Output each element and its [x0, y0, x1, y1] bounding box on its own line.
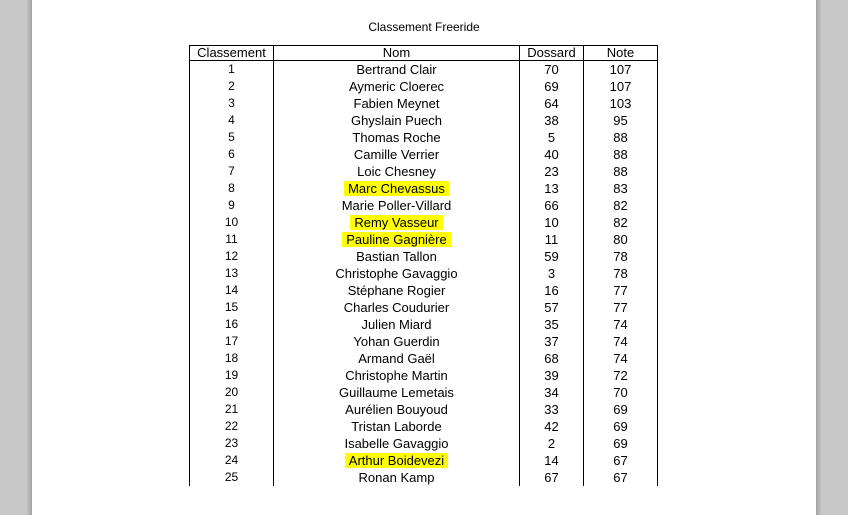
- table-row: [190, 163, 658, 180]
- cell-bib: 69: [520, 78, 584, 95]
- name-text: Yohan Guerdin: [353, 334, 440, 349]
- cell-score: 67: [584, 452, 658, 469]
- cell-rank: 2: [190, 78, 274, 95]
- cell-name: [274, 197, 520, 214]
- cell-score: 74: [584, 350, 658, 367]
- cell-name: [274, 163, 520, 180]
- name-text: Ghyslain Puech: [350, 113, 443, 128]
- cell-bib: 5: [520, 129, 584, 146]
- cell-bib: 66: [520, 197, 584, 214]
- cell-rank: 18: [190, 350, 274, 367]
- cell-score: 74: [584, 333, 658, 350]
- table-row: [190, 469, 658, 486]
- cell-name: [274, 282, 520, 299]
- column-header-classement: Classement: [190, 46, 274, 61]
- name-text: Armand Gaël: [358, 351, 435, 366]
- table-row: [190, 435, 658, 452]
- cell-name: [274, 299, 520, 316]
- cell-name: [274, 333, 520, 350]
- cell-score: 83: [584, 180, 658, 197]
- cell-name: [274, 95, 520, 112]
- cell-rank: 3: [190, 95, 274, 112]
- cell-score: 77: [584, 282, 658, 299]
- cell-bib: 64: [520, 95, 584, 112]
- cell-bib: 2: [520, 435, 584, 452]
- cell-bib: 57: [520, 299, 584, 316]
- cell-name: [274, 214, 520, 231]
- table-row: [190, 112, 658, 129]
- cell-score: 82: [584, 197, 658, 214]
- cell-name: [274, 418, 520, 435]
- cell-rank: 21: [190, 401, 274, 418]
- cell-rank: 15: [190, 299, 274, 316]
- cell-rank: 25: [190, 469, 274, 486]
- table-row: [190, 265, 658, 282]
- name-text: Stéphane Rogier: [347, 283, 446, 298]
- cell-name: [274, 61, 520, 79]
- table-row: [190, 248, 658, 265]
- ranking-table: [189, 45, 658, 486]
- cell-bib: 42: [520, 418, 584, 435]
- cell-name: [274, 112, 520, 129]
- name-text: Julien Miard: [361, 317, 432, 332]
- cell-bib: 10: [520, 214, 584, 231]
- cell-bib: 14: [520, 452, 584, 469]
- document-page: [32, 0, 816, 515]
- table-row: [190, 95, 658, 112]
- cell-rank: 1: [190, 61, 274, 79]
- table-row: [190, 384, 658, 401]
- name-text: Tristan Laborde: [351, 419, 442, 434]
- highlighted-name: Remy Vasseur: [350, 215, 442, 230]
- table-row: [190, 214, 658, 231]
- cell-rank: 14: [190, 282, 274, 299]
- cell-bib: 67: [520, 469, 584, 486]
- cell-score: 88: [584, 163, 658, 180]
- cell-name: [274, 316, 520, 333]
- cell-rank: 9: [190, 197, 274, 214]
- cell-rank: 12: [190, 248, 274, 265]
- cell-rank: 6: [190, 146, 274, 163]
- cell-bib: 40: [520, 146, 584, 163]
- cell-score: 69: [584, 418, 658, 435]
- cell-name: [274, 231, 520, 248]
- name-text: Bertrand Clair: [356, 62, 437, 77]
- cell-rank: 8: [190, 180, 274, 197]
- cell-score: 74: [584, 316, 658, 333]
- name-text: Isabelle Gavaggio: [344, 436, 449, 451]
- cell-bib: 59: [520, 248, 584, 265]
- table-row: [190, 333, 658, 350]
- cell-rank: 4: [190, 112, 274, 129]
- cell-name: [274, 265, 520, 282]
- cell-bib: 70: [520, 61, 584, 79]
- cell-score: 103: [584, 95, 658, 112]
- cell-rank: 5: [190, 129, 274, 146]
- cell-bib: 33: [520, 401, 584, 418]
- cell-score: 78: [584, 265, 658, 282]
- table-row: [190, 129, 658, 146]
- table-row: [190, 197, 658, 214]
- table-row: [190, 299, 658, 316]
- table-row: [190, 78, 658, 95]
- cell-name: [274, 435, 520, 452]
- table-row: [190, 146, 658, 163]
- table-row: [190, 350, 658, 367]
- cell-name: [274, 180, 520, 197]
- highlighted-name: Pauline Gagnière: [342, 232, 450, 247]
- cell-rank: 7: [190, 163, 274, 180]
- column-header-nom: Nom: [274, 46, 520, 61]
- cell-bib: 11: [520, 231, 584, 248]
- cell-bib: 3: [520, 265, 584, 282]
- cell-bib: 39: [520, 367, 584, 384]
- cell-rank: 19: [190, 367, 274, 384]
- document-title: Classement Freeride: [368, 20, 480, 34]
- name-text: Christophe Gavaggio: [335, 266, 458, 281]
- cell-rank: 23: [190, 435, 274, 452]
- name-text: Aurélien Bouyoud: [345, 402, 448, 417]
- cell-score: 78: [584, 248, 658, 265]
- name-text: Christophe Martin: [345, 368, 448, 383]
- cell-score: 77: [584, 299, 658, 316]
- cell-score: 88: [584, 146, 658, 163]
- table-row: [190, 418, 658, 435]
- cell-score: 67: [584, 469, 658, 486]
- name-text: Charles Coudurier: [343, 300, 450, 315]
- cell-rank: 17: [190, 333, 274, 350]
- cell-bib: 23: [520, 163, 584, 180]
- cell-bib: 13: [520, 180, 584, 197]
- table-row: [190, 401, 658, 418]
- cell-name: [274, 401, 520, 418]
- name-text: Ronan Kamp: [358, 470, 435, 485]
- name-text: Aymeric Cloerec: [348, 79, 445, 94]
- cell-score: 95: [584, 112, 658, 129]
- name-text: Guillaume Lemetais: [339, 385, 454, 400]
- cell-score: 69: [584, 435, 658, 452]
- cell-name: [274, 146, 520, 163]
- cell-score: 107: [584, 61, 658, 79]
- table-row: [190, 367, 658, 384]
- table-row: [190, 282, 658, 299]
- cell-score: 107: [584, 78, 658, 95]
- highlighted-name: Marc Chevassus: [344, 181, 449, 196]
- cell-name: [274, 452, 520, 469]
- name-text: Thomas Roche: [352, 130, 441, 145]
- cell-rank: 22: [190, 418, 274, 435]
- table-row: [190, 316, 658, 333]
- name-text: Marie Poller-Villard: [341, 198, 452, 213]
- highlighted-name: Arthur Boidevezi: [345, 453, 448, 468]
- cell-bib: 37: [520, 333, 584, 350]
- table-row: [190, 452, 658, 469]
- cell-name: [274, 469, 520, 486]
- name-text: Camille Verrier: [353, 147, 440, 162]
- cell-name: [274, 367, 520, 384]
- column-header-dossard: Dossard: [520, 46, 584, 61]
- cell-rank: 24: [190, 452, 274, 469]
- cell-bib: 68: [520, 350, 584, 367]
- table-row: [190, 231, 658, 248]
- cell-bib: 16: [520, 282, 584, 299]
- cell-name: [274, 350, 520, 367]
- cell-name: [274, 384, 520, 401]
- cell-score: 70: [584, 384, 658, 401]
- cell-name: [274, 78, 520, 95]
- cell-rank: 16: [190, 316, 274, 333]
- cell-bib: 34: [520, 384, 584, 401]
- cell-bib: 38: [520, 112, 584, 129]
- cell-score: 80: [584, 231, 658, 248]
- page-shadow-right: [816, 0, 822, 515]
- table-row: [190, 180, 658, 197]
- cell-rank: 11: [190, 231, 274, 248]
- cell-score: 69: [584, 401, 658, 418]
- column-header-note: Note: [584, 46, 658, 61]
- cell-score: 88: [584, 129, 658, 146]
- cell-name: [274, 129, 520, 146]
- cell-rank: 10: [190, 214, 274, 231]
- table-row: [190, 61, 658, 79]
- cell-rank: 20: [190, 384, 274, 401]
- name-text: Fabien Meynet: [353, 96, 440, 111]
- cell-bib: 35: [520, 316, 584, 333]
- cell-score: 72: [584, 367, 658, 384]
- table-header-row: [190, 46, 658, 61]
- name-text: Bastian Tallon: [356, 249, 437, 264]
- name-text: Loic Chesney: [357, 164, 436, 179]
- ranking-table-body: [190, 61, 658, 487]
- cell-rank: 13: [190, 265, 274, 282]
- cell-name: [274, 248, 520, 265]
- cell-score: 82: [584, 214, 658, 231]
